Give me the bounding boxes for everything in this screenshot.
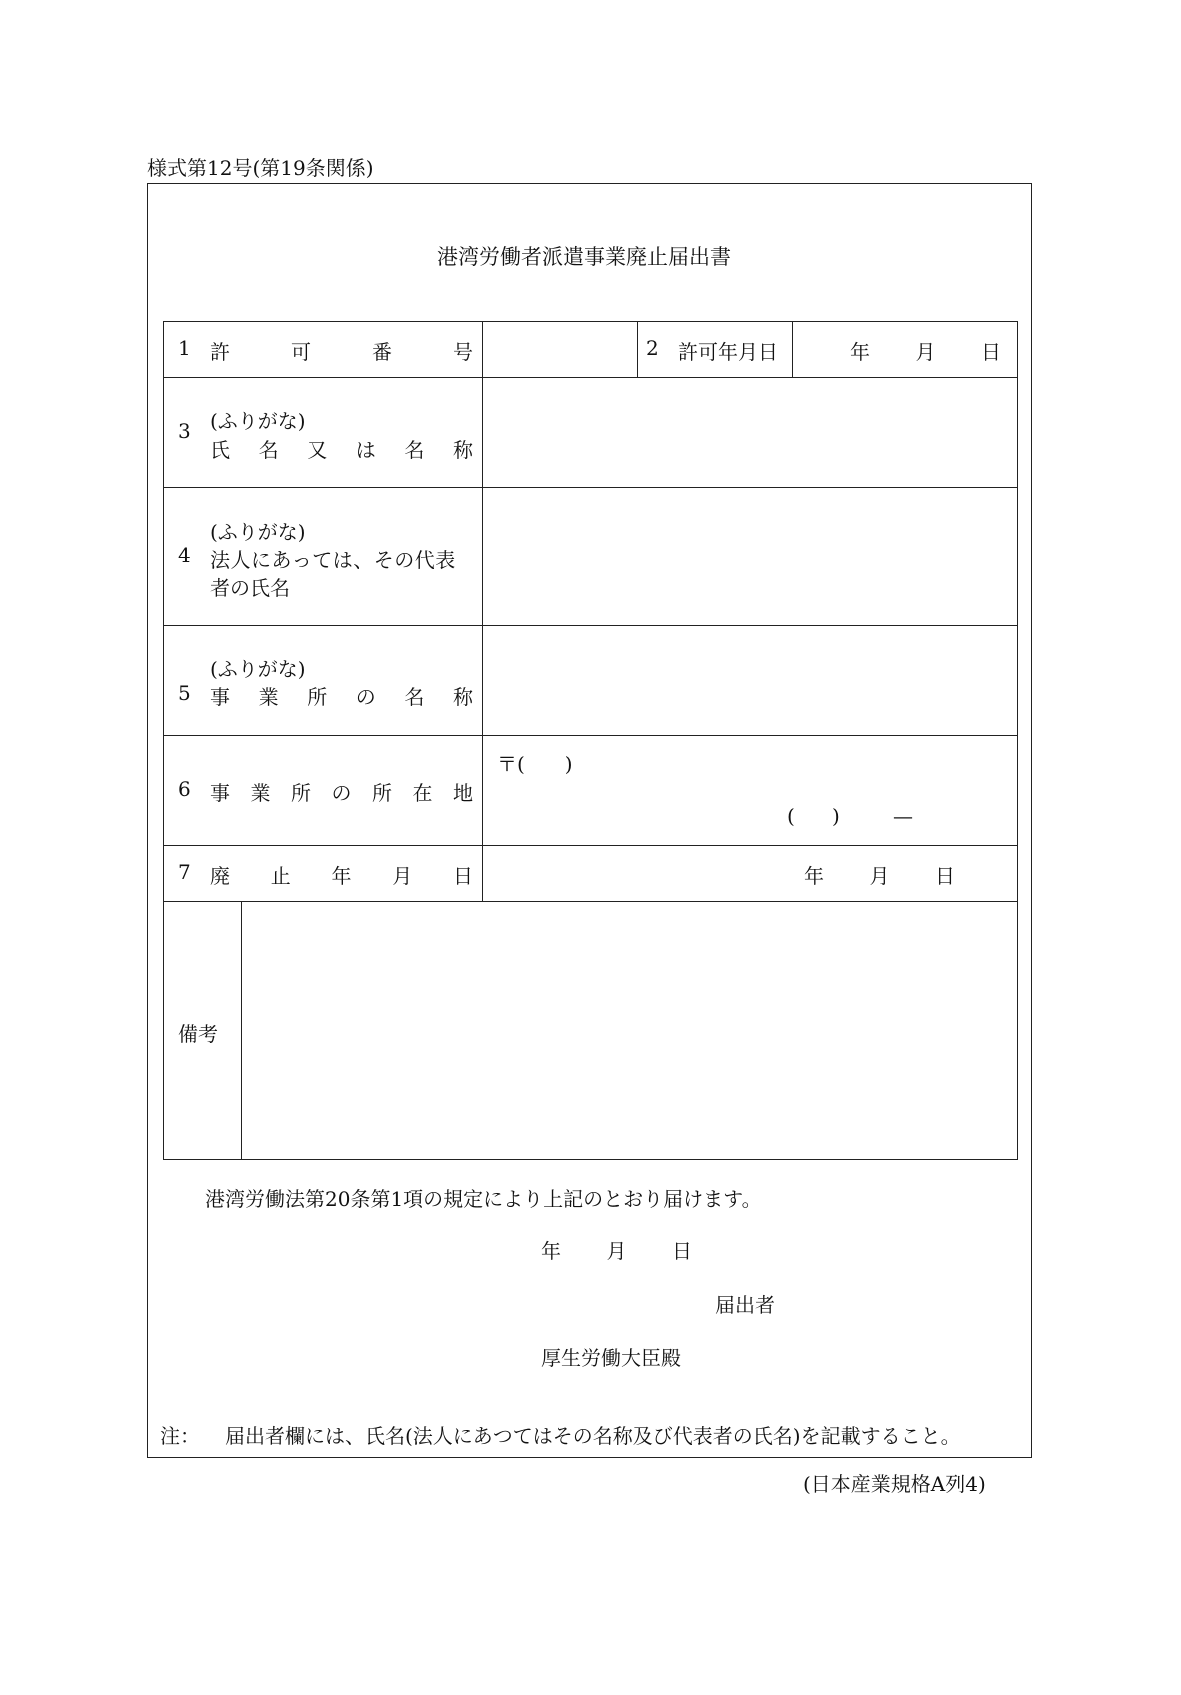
field-3-char: 名: [404, 438, 425, 462]
submission-date: [541, 1235, 692, 1264]
field-5-char: 称: [452, 685, 473, 709]
date-year-char: 年: [850, 340, 870, 364]
field-2-number: 2: [646, 336, 659, 360]
field-6-number: 6: [178, 777, 191, 801]
field-5-char: 名: [404, 685, 425, 709]
date-month-char: 月: [915, 340, 936, 364]
postal-code-field: 〒( ): [497, 752, 573, 776]
note-label: 注：: [160, 1424, 200, 1448]
remarks-label-text: 備考: [178, 1022, 218, 1046]
field-5-label: [164, 626, 483, 736]
field-4-number: 4: [178, 543, 191, 567]
date-day-char: 日: [672, 1239, 692, 1263]
field-3-number: 3: [178, 419, 191, 443]
license-date-input[interactable]: [793, 322, 1018, 378]
date-month-char: 月: [869, 864, 890, 888]
field-3-char: 名: [258, 438, 279, 462]
date-year-char: 年: [541, 1239, 561, 1263]
note-text: 届出者欄には、氏名(法人にあつてはその名称及び代表者の氏名)を記載すること。: [225, 1424, 961, 1448]
field-7-char: 廃: [210, 864, 230, 888]
field-6-char: 所: [291, 781, 311, 805]
field-1-number: 1: [178, 336, 191, 360]
page-title: 港湾労働者派遣事業廃止届出書: [437, 245, 731, 269]
field-6-char: 事: [210, 781, 230, 805]
addressee: 厚生労働大臣殿: [541, 1346, 681, 1370]
furigana-label: (ふりがな): [210, 520, 306, 544]
field-1-char: 可: [291, 340, 311, 364]
applicant-label: 届出者: [715, 1293, 775, 1317]
paper-standard: (日本産業規格A列4): [803, 1472, 986, 1496]
furigana-label: (ふりがな): [210, 409, 306, 433]
field-7-char: 止: [270, 864, 291, 888]
field-5-char: の: [355, 685, 376, 709]
date-month-char: 月: [606, 1239, 627, 1263]
office-address-input[interactable]: [483, 736, 1018, 846]
field-5-char: 所: [307, 685, 328, 709]
office-name-input[interactable]: [483, 626, 1018, 736]
field-6-char: の: [331, 781, 352, 805]
field-5-char: 業: [258, 685, 279, 709]
phone-paren-open: (: [787, 804, 795, 828]
field-1-char: 番: [372, 340, 392, 364]
field-3-char: 氏: [210, 438, 230, 462]
field-7-label: [164, 846, 483, 902]
field-5-number: 5: [178, 681, 191, 705]
field-6-char: 所: [372, 781, 392, 805]
field-2-label: [638, 322, 793, 378]
field-1-char: 許: [210, 340, 230, 364]
phone-dash: —: [893, 804, 913, 828]
field-6-label: [164, 736, 483, 846]
field-3-label: [164, 378, 483, 488]
statement-text: 港湾労働法第20条第1項の規定により上記のとおり届けます。: [205, 1187, 762, 1211]
license-number-input[interactable]: [483, 322, 638, 378]
date-day-char: 日: [935, 864, 955, 888]
field-6-char: 地: [453, 781, 473, 805]
phone-paren-close: ): [832, 804, 840, 828]
field-5-char: 事: [210, 685, 230, 709]
field-7-number: 7: [178, 860, 191, 884]
form-number: 様式第12号(第19条関係): [147, 156, 374, 180]
field-3-char: 称: [452, 438, 473, 462]
form-table: [163, 321, 1018, 1160]
field-4-line1: 法人にあっては、その代表: [210, 548, 456, 572]
field-6-char: 業: [250, 781, 271, 805]
field-7-char: 日: [453, 864, 473, 888]
date-day-char: 日: [981, 340, 1001, 364]
date-year-char: 年: [804, 864, 824, 888]
name-input[interactable]: [483, 378, 1018, 488]
field-3-char: 又: [307, 438, 328, 462]
field-1-label: [164, 322, 483, 378]
remarks-label: [164, 902, 242, 1160]
field-7-char: 月: [392, 864, 413, 888]
furigana-label: (ふりがな): [210, 657, 306, 681]
field-7-char: 年: [331, 864, 352, 888]
field-2-label-text: 許可年月日: [678, 340, 778, 364]
field-1-char: 号: [453, 340, 473, 364]
representative-input[interactable]: [483, 488, 1018, 626]
remarks-input[interactable]: [242, 902, 1018, 1160]
field-6-char: 在: [412, 781, 433, 805]
field-3-char: は: [355, 438, 376, 462]
abolition-date-input[interactable]: [483, 846, 1018, 902]
field-4-label: [164, 488, 483, 626]
field-4-line2: 者の氏名: [210, 576, 290, 600]
